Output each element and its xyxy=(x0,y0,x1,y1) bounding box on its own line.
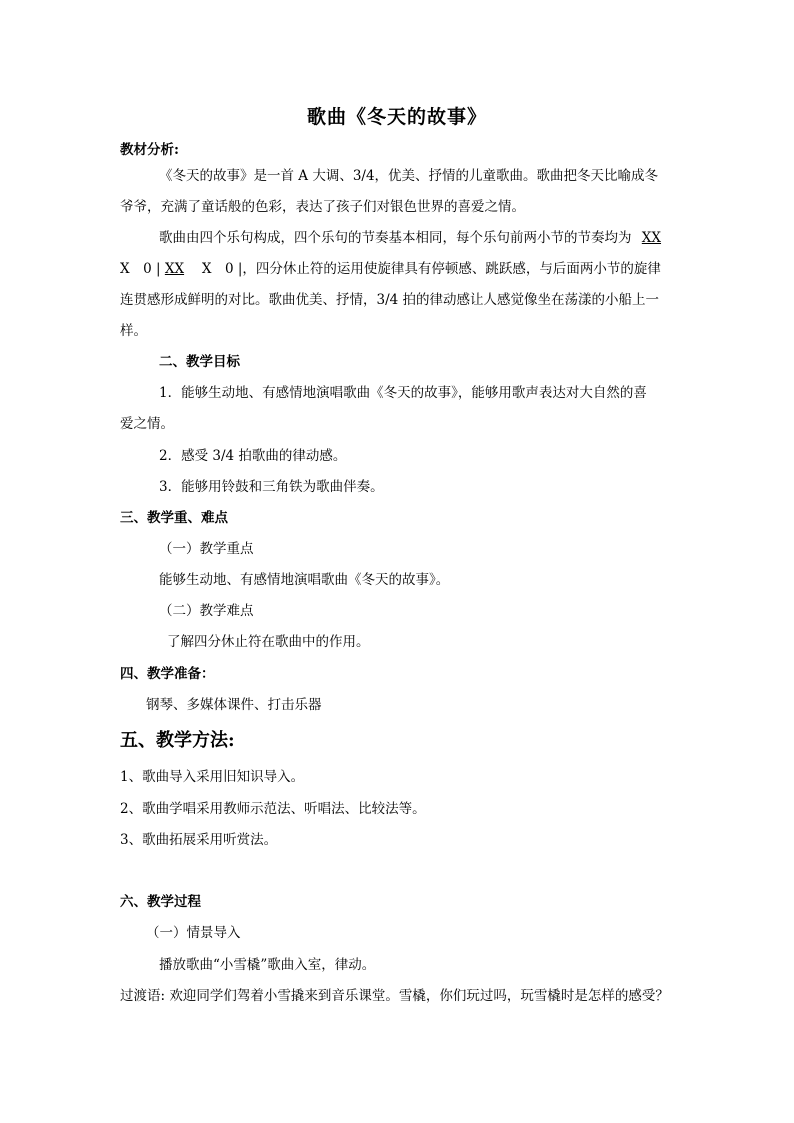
method-3: 3、歌曲拓展采用听赏法。 xyxy=(120,832,278,848)
paragraph-2-line-2 xyxy=(120,259,661,279)
section-heading-analysis: 教材分析: xyxy=(120,142,179,158)
page-title: 歌曲《冬天的故事》 xyxy=(306,106,487,128)
section-heading-methods: 五、教学方法: xyxy=(120,730,235,751)
paragraph-2-line-4: 样。 xyxy=(120,323,147,339)
key-point-text: 能够生动地、有感情地演唱歌曲《冬天的故事》。 xyxy=(159,572,450,588)
goal-3: 3．能够用铃鼓和三角铁为歌曲伴奏。 xyxy=(159,479,384,495)
method-2: 2、歌曲学唱采用教师示范法、听唱法、比较法等。 xyxy=(120,801,426,817)
rhythm-notation: XX xyxy=(164,261,185,277)
section-heading-key-points: 三、教学重、难点 xyxy=(120,510,228,526)
rhythm-notation: X 0 | xyxy=(120,261,161,277)
rhythm-notation: XX xyxy=(641,230,662,246)
section-heading-goals: 二、教学目标 xyxy=(159,354,240,370)
section-heading-preparation: 四、教学准备： xyxy=(120,666,215,682)
preparation-text: 钢琴、多媒体课件、打击乐器 xyxy=(146,697,322,713)
paragraph-2-line-3: 连贯感形成鲜明的对比。歌曲优美、抒情，3/4 拍的律动感让人感觉像坐在荡漾的小船上一 xyxy=(120,292,660,308)
paragraph-2-text: 歌曲由四个乐句构成，四个乐句的节奏基本相同，每个乐句前两小节的节奏均为 xyxy=(159,230,632,246)
key-point-subheading: （一）教学重点 xyxy=(159,541,254,557)
paragraph-1-line-2: 爷爷，充满了童话般的色彩，表达了孩子们对银色世界的喜爱之情。 xyxy=(120,199,525,215)
method-1: 1、歌曲导入采用旧知识导入。 xyxy=(120,769,305,785)
difficulty-subheading: （二）教学难点 xyxy=(159,603,254,619)
goal-1-line-1: 1．能够生动地、有感情地演唱歌曲《冬天的故事》，能够用歌声表达对大自然的喜 xyxy=(159,385,647,401)
paragraph-2-text: X 0 |，四分休止符的运用使旋律具有停顿感、跳跃感，与后面两小节的旋律 xyxy=(188,261,661,277)
difficulty-text: 了解四分休止符在歌曲中的作用。 xyxy=(167,634,370,650)
goal-1-line-2: 爱之情。 xyxy=(120,416,174,432)
process-subheading: （一）情景导入 xyxy=(146,925,241,941)
section-heading-process: 六、教学过程 xyxy=(120,894,201,910)
transition-text: 过渡语: 欢迎同学们驾着小雪撬来到音乐课堂。雪橇，你们玩过吗，玩雪橇时是怎样的感受？ xyxy=(120,988,669,1004)
goal-2: 2．感受 3/4 拍歌曲的律动感。 xyxy=(159,448,347,464)
paragraph-1-line-1: 《冬天的故事》是一首 A 大调、3/4，优美、抒情的儿童歌曲。歌曲把冬天比喻成冬 xyxy=(159,168,659,184)
process-text: 播放歌曲“小雪橇”歌曲入室，律动。 xyxy=(159,957,376,973)
paragraph-2-line-1 xyxy=(159,228,661,248)
